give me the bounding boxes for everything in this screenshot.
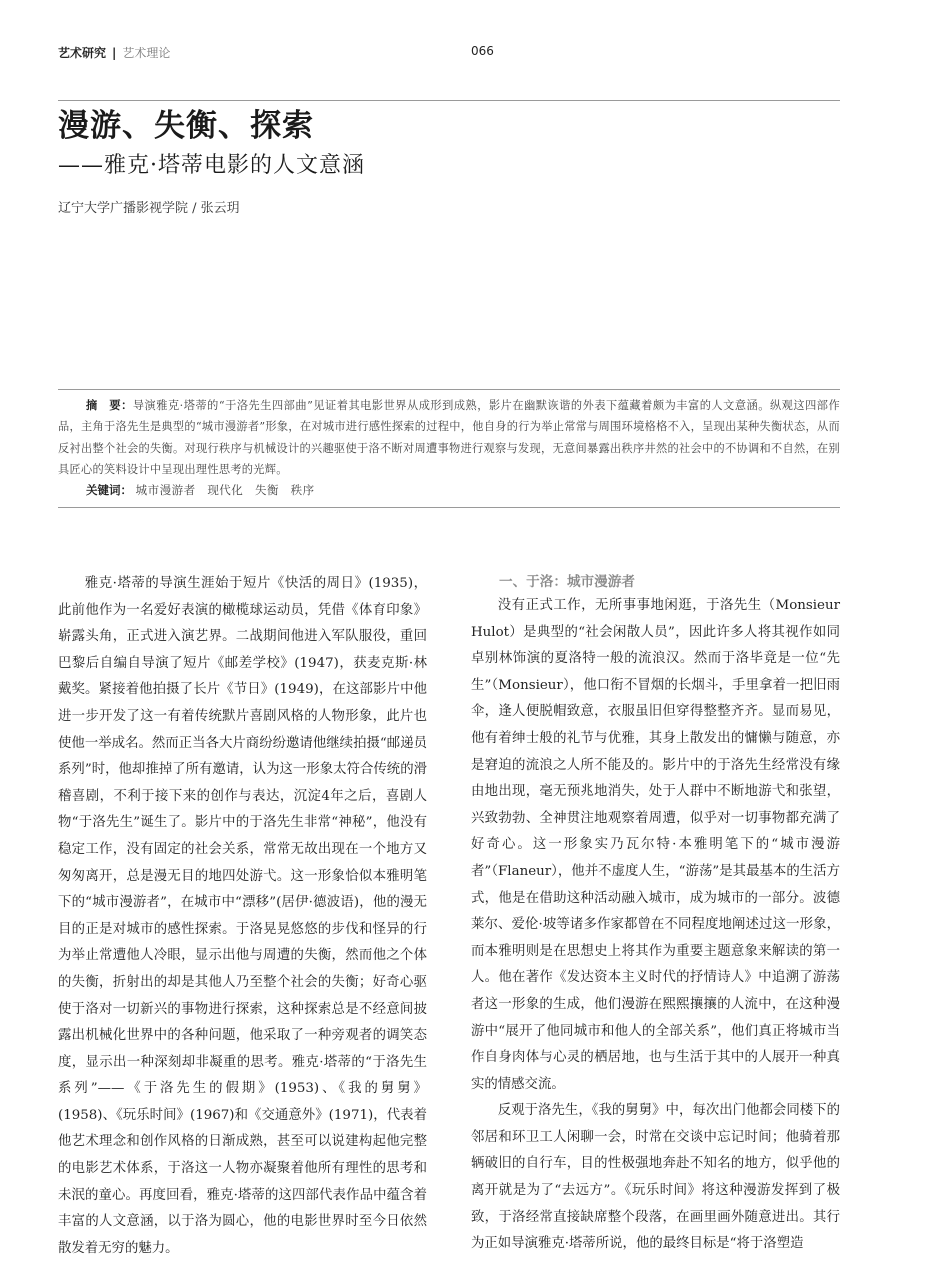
keywords <box>86 482 323 498</box>
running-header <box>58 44 170 61</box>
abstract-label: 摘 要： <box>86 398 133 412</box>
author-affiliation: 辽宁大学广播影视学院 / 张云玥 <box>58 201 240 216</box>
title-block <box>58 104 840 182</box>
section-name: 艺术理论 <box>122 46 171 60</box>
page-header <box>58 42 840 64</box>
keyword-item: 秩序 <box>290 483 315 497</box>
header-separator: | <box>112 46 117 60</box>
keyword-item: 失衡 <box>254 483 279 497</box>
body-column-right <box>471 571 840 1258</box>
keyword-item: 城市漫游者 <box>135 483 196 497</box>
page-number: 066 <box>471 44 494 58</box>
body-paragraph: 没有正式工作，无所事事地闲逛，于洛先生（Monsieur Hulot）是典型的“社会闲散人员”，因此许多人将其视作如同卓别林饰演的夏洛特一般的流浪汉。然而于洛毕竟是一位“先生”（Monsieur），他口衔不冒烟的长烟斗，手里拿着一把旧雨伞，逢人便脱帽致意，衣服虽旧但穿得整整齐齐。显而易见，他有着绅士般的礼节与优雅，其身上散发出的慵懒与随意，亦是窘迫的流浪之人所不能及的。影片中的于洛先生经常没有缘由地出现，毫无预兆地消失，处于人群中不断地游弋和张望，兴致勃勃、全神贯注地观察着周遭，似乎对一切事物都充满了好奇心。这一形象实乃瓦尔特·本雅明笔下的“城市漫游者”（Flaneur），他并不虚度人生，“游荡”是其最基本的生活方式，他是在借助这种活动融入城市，成为城市的一部分。波德莱尔、爱伦·坡等诸多作家都曾在不同程度地阐述过这一形象，而本雅明则是在思想史上将其作为重要主题意象来解读的第一人。他在著作《发达资本主义时代的抒情诗人》中追溯了游荡者这一形象的生成，他们漫游在熙熙攘攘的人流中，在这种漫游中“展开了他同城市和他人的全部关系”，他们真正将城市当作自身肉体与心灵的栖居地，也与生活于其中的人展开一种真实的情感交流。 <box>471 598 840 1092</box>
abstract-text: 导演雅克·塔蒂的“于洛先生四部曲”见证着其电影世界从成形到成熟，影片在幽默诙谐的外表下蕴藏着颇为丰富的人文意涵。纵观这四部作品，主角于洛先生是典型的“城市漫游者”形象，在对城市进行感性探索的过程中，他自身的行为举止常常与周围环境格格不入，呈现出某种失衡状态，从而反衬出整个社会的失衡。对现行秩序与机械设计的兴趣驱使于洛不断对周遭事物进行观察与发现，无意间暴露出秩序井然的社会中的不协调和不自然，在别具匠心的笑料设计中呈现出理性思考的光辉。 <box>58 399 840 476</box>
keyword-item: 现代化 <box>207 483 244 497</box>
journal-name: 艺术研究 <box>58 46 107 60</box>
abstract-top-rule <box>58 389 840 390</box>
article-subtitle: ——雅克·塔蒂电影的人文意涵 <box>58 153 365 178</box>
body-column-left <box>58 571 427 1262</box>
keywords-label: 关键词： <box>86 483 132 497</box>
title-top-rule <box>58 100 840 101</box>
article-title: 漫游、失衡、探索 <box>58 108 314 144</box>
abstract <box>58 395 840 480</box>
body-paragraph: 反观于洛先生，《我的舅舅》中，每次出门他都会同楼下的邻居和环卫工人闲聊一会，时常在交谈中忘记时间；他骑着那辆破旧的自行车，目的性极强地奔赴不知名的地方，似乎他的离开就是为了“去远方”。《玩乐时间》将这种漫游发挥到了极致，于洛经常直接缺席整个段落，在画里画外随意进出。其行为正如导演雅克·塔蒂所说，他的最终目标是“将于洛塑造 <box>471 1103 840 1252</box>
abstract-bottom-rule <box>58 507 840 508</box>
body-paragraph: 雅克·塔蒂的导演生涯始于短片《快活的周日》(1935)，此前他作为一名爱好表演的橄榄球运动员，凭借《体育印象》崭露头角，正式进入演艺界。二战期间他进入军队服役，重回巴黎后自编自导演了短片《邮差学校》(1947)，获麦克斯·林戴奖。紧接着他拍摄了长片《节日》(1949)，在这部影片中他进一步开发了这一有着传统默片喜剧风格的人物形象，此片也使他一举成名。然而正当各大片商纷纷邀请他继续拍摄“邮递员系列”时，他却推掉了所有邀请，认为这一形象太符合传统的滑稽喜剧，不利于接下来的创作与表达，沉淀4年之后，喜剧人物“于洛先生”诞生了。影片中的于洛先生非常“神秘”，他没有稳定工作，没有固定的社会关系，常常无故出现在一个地方又匆匆离开，总是漫无目的地四处游弋。这一形象恰似本雅明笔下的“城市漫游者”，在城市中“漂移”(居伊·德波语)，他的漫无目的正是对城市的感性探索。于洛晃晃悠悠的步伐和怪异的行为举止常遭他人冷眼，显示出他与周遭的失衡，然而他之个体的失衡，折射出的却是其他人乃至整个社会的失衡；好奇心驱使于洛对一切新兴的事物进行探索，这种探索总是不经意间披露出机械化世界中的各种问题，他采取了一种旁观者的调笑态度，显示出一种深刻却非凝重的思考。雅克·塔蒂的“于洛先生系列”——《于洛先生的假期》(1953)、《我的舅舅》(1958)、《玩乐时间》(1967)和《交通意外》(1971)，代表着他艺术理念和创作风格的日渐成熟，甚至可以说建构起他完整的电影艺术体系，于洛这一人物亦凝聚着他所有理性的思考和未泯的童心。再度回看，雅克·塔蒂的这四部代表作品中蕴含着丰富的人文意涵，以于洛为圆心，他的电影世界时至今日依然散发着无穷的魅力。 <box>58 576 427 1256</box>
section-heading: 一、于洛：城市漫游者 <box>499 574 635 590</box>
